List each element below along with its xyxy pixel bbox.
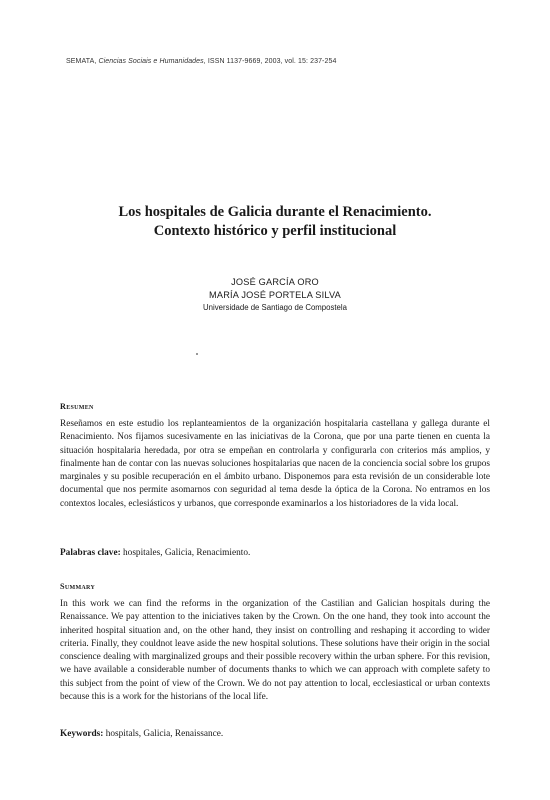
title-line-2: Contexto histórico y perfil institucional xyxy=(153,223,397,239)
running-header xyxy=(66,58,486,65)
author-2: MARÍA JOSÉ PORTELA SILVA xyxy=(209,290,341,300)
header-prefix: SEMATA, xyxy=(66,58,97,65)
resumen-keywords-label: Palabras clave: xyxy=(60,548,121,558)
resumen-text: Reseñamos en este estudio los replanteamientos de la organización hospitalaria castellana y gallega durante el Renacimiento. Nos fijamos sucesivamente en las iniciativas de la Corona, que por una parte tienen en cuenta la situación hospitalaria heredada, por otra se empeñan en controlarla y configurarla con criterios más amplios, y finalmente han de contar con las nuevas soluciones hospitalarias que nacen de la conciencia social sobre los grupos marginales y su posible recuperación en el ámbito urbano. Disponemos para esta revisión de un considerable lote documental que nos permite asomarnos con seguridad al tema desde la óptica de la Corona. No entramos en los contextos locales, eclesiásticos y urbanos, que corresponde examinarlos a los historiadores de la vida local. xyxy=(60,419,490,509)
header-journal: Ciencias Sociais e Humanidades, xyxy=(98,58,206,65)
summary-keywords-label: Keywords: xyxy=(60,729,104,739)
summary-text: In this work we can find the reforms in the organization of the Castilian and Galician hospitals during the Renaissance. We pay attention to the iniciatives taken by the Crown. On the one hand, they took into account the inherited hospital situation and, on the other hand, they insist on controlling and reshaping it according to wider criteria. Finally, they couldnot leave aside the new hospital solutions. These solutions have their origin in the social conscience dealing with marginalized groups and their possible recovery within the urban sphere. For this revision, we have available a considerable number of documents thanks to which we can approach with complete safety to this subject from the point of view of the Crown. We do not pay attention to local, ecclesiastical or urban contexts because this is a work for the historians of the local life. xyxy=(60,599,490,703)
scan-speck xyxy=(196,353,198,355)
affiliation: Universidade de Santiago de Compostela xyxy=(203,303,347,312)
resumen-keywords xyxy=(60,547,490,560)
resumen-keywords-value: hospitales, Galicia, Renacimiento. xyxy=(123,548,251,558)
article-title xyxy=(40,203,510,241)
header-details: ISSN 1137-9669, 2003, vol. 15: 237-254 xyxy=(207,58,337,65)
author-1: JOSÉ GARCÍA ORO xyxy=(231,277,319,287)
title-line-1: Los hospitales de Galicia durante el Renacimiento. xyxy=(118,204,432,220)
author-list xyxy=(40,276,510,302)
resumen-heading: Resumen xyxy=(60,402,94,411)
summary-keywords-value: hospitals, Galicia, Renaissance. xyxy=(105,729,224,739)
summary-heading: Summary xyxy=(60,582,96,591)
summary-keywords xyxy=(60,728,490,741)
